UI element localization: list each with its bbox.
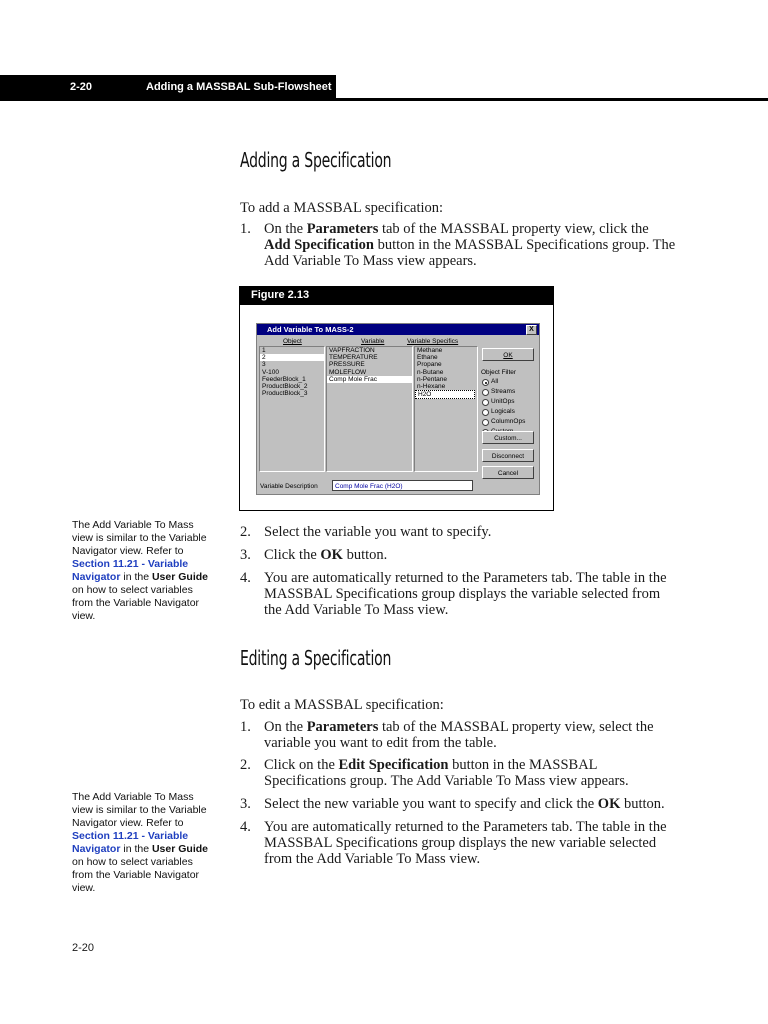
list-item[interactable]: VAPFRACTION (329, 347, 375, 354)
custom-button[interactable]: Custom... (482, 431, 534, 444)
radio-icon (482, 419, 489, 426)
step-number: 4. (240, 819, 251, 835)
list-item[interactable]: 3 (262, 361, 266, 369)
list-item[interactable]: Ethane (417, 354, 438, 362)
disconnect-button[interactable]: Disconnect (482, 449, 534, 462)
list-item[interactable]: n-Butane (417, 368, 444, 376)
step-number: 2. (240, 757, 251, 773)
close-icon[interactable]: X (526, 325, 537, 335)
header-page-number: 2-20 (70, 81, 93, 93)
figure-caption: Figure 2.13 (251, 289, 310, 301)
list-item[interactable]: Methane (417, 347, 443, 354)
header-title: Adding a MASSBAL Sub-Flowsheet (146, 81, 332, 93)
step-text: Click the OK button. (264, 547, 388, 563)
list-item[interactable]: ProductBlock_3 (262, 390, 308, 398)
radio-icon (482, 389, 489, 396)
step-text: Click on the Edit Specification button in the MASSBAL Specifications group. The Add Variable To Mass view appears. (264, 757, 629, 789)
step-number: 2. (240, 524, 251, 540)
object-filter-label: Object Filter (481, 369, 517, 376)
list-item[interactable]: 1 (262, 347, 266, 354)
ok-button[interactable]: OK (482, 348, 534, 361)
step-number: 1. (240, 719, 251, 735)
radio-columnops[interactable]: ColumnOps (481, 417, 535, 427)
step-number: 4. (240, 570, 251, 586)
step-text: Select the variable you want to specify. (264, 524, 492, 540)
step-number: 3. (240, 796, 251, 812)
figure-2-13 (239, 286, 554, 511)
list-item[interactable]: n-Hexane (417, 383, 446, 391)
section-link[interactable]: Section 11.21 - Variable Navigator (72, 830, 189, 855)
header-rule (0, 98, 768, 101)
add-variable-dialog (256, 323, 540, 495)
list-item[interactable]: FeederBlock_1 (262, 375, 306, 383)
step-text: You are automatically returned to the Parameters tab. The table in the MASSBAL Specifications group displays the variable selected from the Add Variable To Mass view. (264, 570, 667, 618)
dialog-title-bar (257, 324, 539, 335)
section2-intro: To edit a MASSBAL specification: (240, 697, 444, 713)
radio-streams[interactable]: Streams (481, 387, 535, 397)
radio-icon (482, 409, 489, 416)
list-item[interactable]: MOLEFLOW (329, 368, 367, 376)
sidenote: The Add Variable To Mass view is similar to the Variable Navigator view. Refer to Section 11.21 - Variable Navigator in the User Guide on how to select variables from the Variable Navigator view. (72, 519, 208, 622)
sidenote: The Add Variable To Mass view is similar to the Variable Navigator view. Refer to Section 11.21 - Variable Navigator in the User Guide on how to select variables from the Variable Navigator view. (72, 791, 208, 894)
list-item[interactable]: V-100 (262, 368, 279, 376)
section-link[interactable]: Section 11.21 - Variable Navigator (72, 558, 189, 583)
radio-all[interactable]: All (481, 377, 535, 387)
step-number: 1. (240, 221, 251, 237)
list-item[interactable]: 2 (260, 354, 324, 361)
step-text: Select the new variable you want to specify and click the OK button. (264, 796, 665, 812)
step-text: On the Parameters tab of the MASSBAL property view, select the variable you want to edit from the table. (264, 719, 654, 751)
column-header-object: Object (283, 338, 302, 345)
column-header-specifics: Variable Specifics (407, 338, 459, 345)
radio-logicals[interactable]: Logicals (481, 407, 535, 417)
variable-description-label: Variable Description (260, 483, 318, 490)
cancel-button[interactable]: Cancel (482, 466, 534, 479)
section-heading-editing: Editing a Specification (240, 646, 392, 670)
list-item[interactable]: H2O (415, 390, 475, 399)
step-number: 3. (240, 547, 251, 563)
radio-unitops[interactable]: UnitOps (481, 397, 535, 407)
footer-page-number: 2-20 (72, 942, 95, 954)
variable-list[interactable] (326, 346, 413, 472)
list-item[interactable]: Propane (417, 361, 442, 369)
step-text: You are automatically returned to the Parameters tab. The table in the MASSBAL Specifications group displays the new variable selected from the Add Variable To Mass view. (264, 819, 667, 867)
list-item[interactable]: Comp Mole Frac (327, 376, 412, 383)
list-item[interactable]: TEMPERATURE (329, 354, 378, 362)
section-heading-adding: Adding a Specification (240, 148, 392, 172)
dialog-title: Add Variable To MASS-2 (267, 325, 354, 334)
section1-intro: To add a MASSBAL specification: (240, 200, 444, 216)
variable-description-field[interactable]: Comp Mole Frac (H2O) (332, 480, 473, 491)
step-text: On the Parameters tab of the MASSBAL property view, click the Add Specification button in the MASSBAL Specifications group. The Add Variable To Mass view appears. (264, 221, 676, 269)
radio-selected-icon (482, 379, 489, 386)
object-filter-group (481, 368, 535, 437)
list-item[interactable]: ProductBlock_2 (262, 383, 308, 391)
radio-icon (482, 399, 489, 406)
column-header-variable: Variable (361, 338, 385, 345)
object-list[interactable] (259, 346, 325, 472)
specifics-list[interactable] (414, 346, 478, 472)
list-item[interactable]: n-Pentane (417, 375, 447, 383)
list-item[interactable]: PRESSURE (329, 361, 365, 369)
